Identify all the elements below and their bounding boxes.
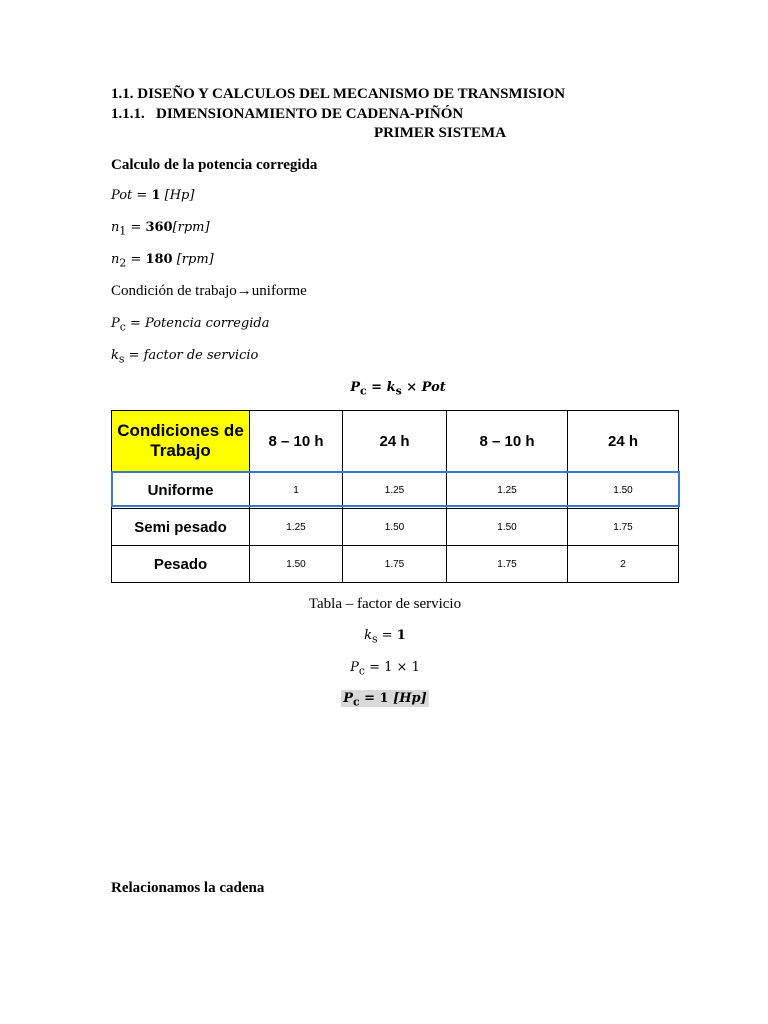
heading-section: 1.1. DISEÑO Y CALCULOS DEL MECANISMO DE TRANSMISION (111, 86, 566, 102)
table-row (112, 546, 679, 583)
table-cell: 2 (568, 546, 679, 583)
equation-n1: $n_1 = 360[rpm]$ (111, 220, 210, 238)
header-col-3: 8 – 10 h (447, 411, 568, 472)
header-condiciones: Condiciones de Trabajo (112, 411, 250, 472)
table-caption: Tabla – factor de servicio (308, 596, 462, 612)
row-label: Semi pesado (112, 509, 250, 546)
row-label: Pesado (112, 546, 250, 583)
table-row (112, 509, 679, 546)
section-title-potencia: Calculo de la potencia corregida (111, 157, 318, 173)
table-cell: 1.50 (447, 509, 568, 546)
equation-pot: Pot = 1 [Hp] (111, 188, 195, 203)
definition-pc: $P_c$ = Potencia corregida (111, 316, 270, 334)
row-label: Uniforme (112, 472, 250, 509)
equation-n2: $n_2 = 180$ [rpm] (111, 252, 214, 270)
heading-subsection: 1.1.1. DIMENSIONAMIENTO DE CADENA-PIÑÓN (111, 106, 464, 122)
table-cell: 1.25 (447, 472, 568, 509)
table-cell: 1.50 (568, 472, 679, 509)
table-cell: 1.75 (568, 509, 679, 546)
heading-system: PRIMER SISTEMA (373, 125, 507, 141)
table-cell: 1.50 (343, 509, 447, 546)
service-factor-table (111, 410, 678, 581)
header-col-4: 24 h (568, 411, 679, 472)
section-title-cadena: Relacionamos la cadena (111, 880, 265, 896)
table-cell: 1.50 (250, 546, 343, 583)
header-col-1: 8 – 10 h (250, 411, 343, 472)
work-condition: Condición de trabajo→uniforme (111, 283, 307, 299)
result-ks: $k_s = 1$ (364, 628, 406, 646)
header-col-2: 24 h (343, 411, 447, 472)
table-cell: 1.25 (250, 509, 343, 546)
table-cell: 1.25 (343, 472, 447, 509)
formula-pc: $P_c = k_s$ × Pot (350, 380, 446, 398)
table-cell: 1 (250, 472, 343, 509)
table-cell: 1.75 (447, 546, 568, 583)
result-final-pc: $P_c = 1$ [Hp] (343, 691, 427, 709)
definition-ks: $k_s$ = factor de servicio (111, 348, 259, 366)
table-row (112, 472, 679, 509)
table-cell: 1.75 (343, 546, 447, 583)
result-pc: $P_c = 1 \times 1$ (350, 660, 420, 678)
